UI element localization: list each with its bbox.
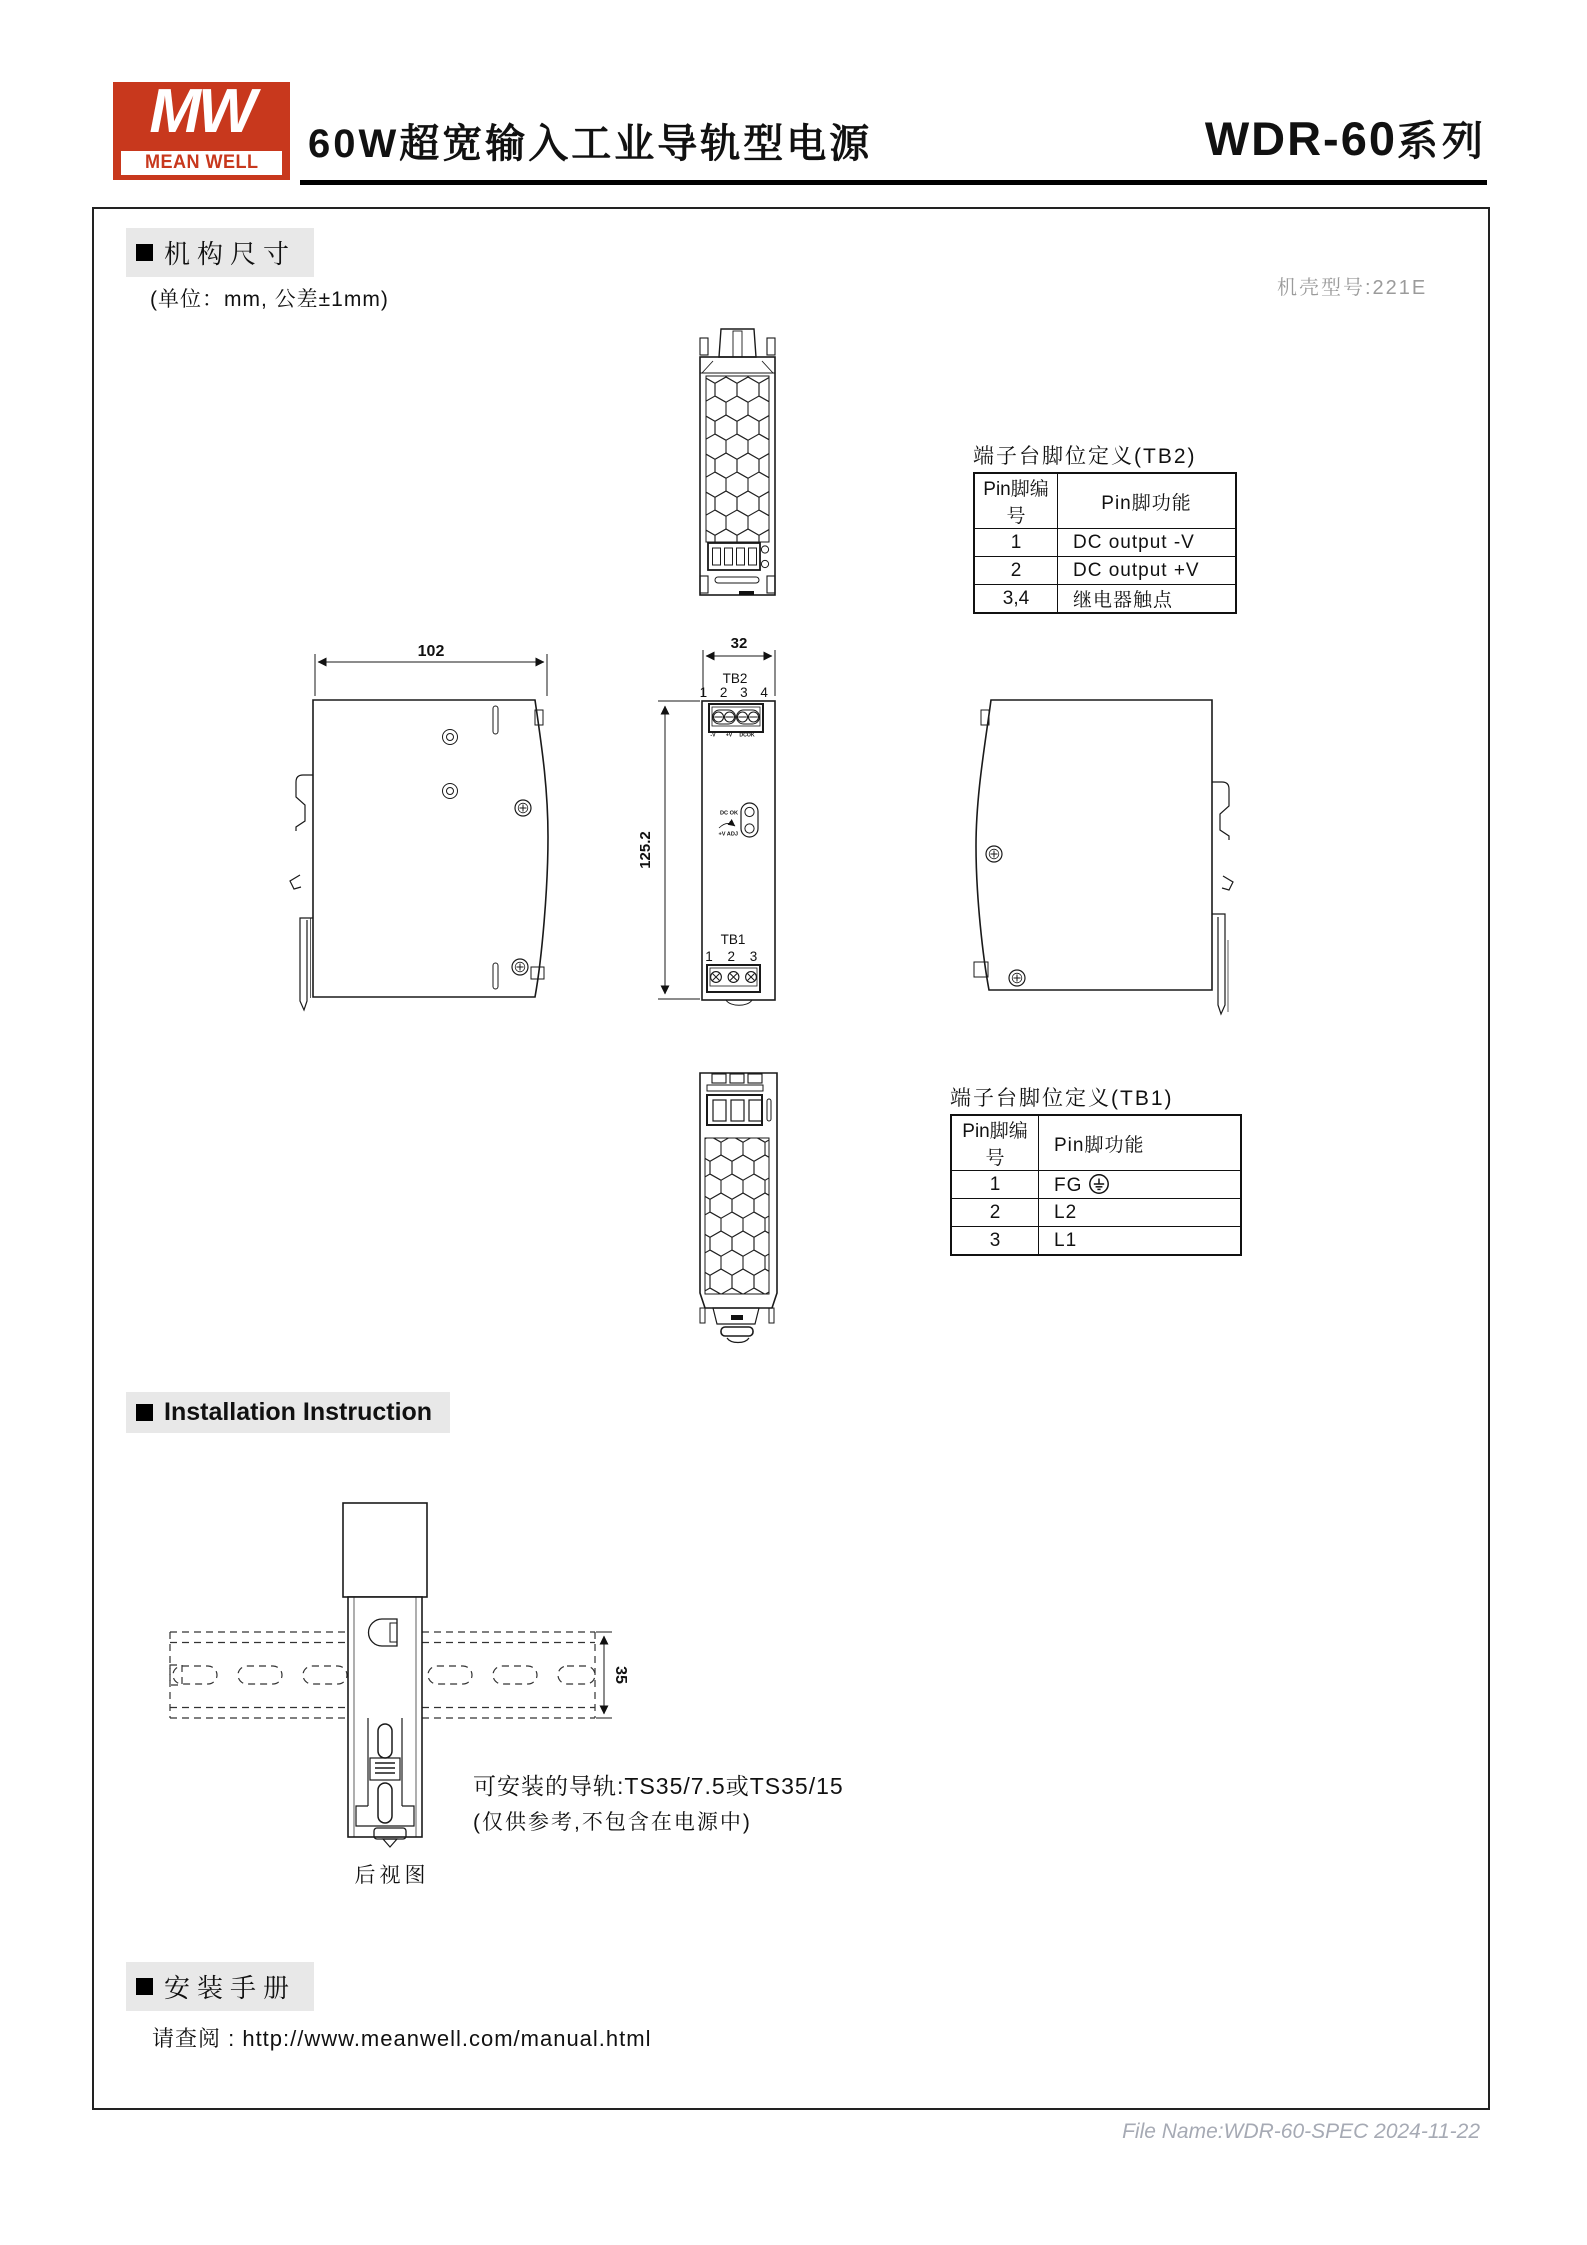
tb2-func-2: DC output +V xyxy=(1058,557,1237,585)
series-title xyxy=(1205,108,1487,167)
tb1-table-title: 端子台脚位定义(TB1) xyxy=(950,1087,1174,1110)
series-suffix: 系列 xyxy=(1397,118,1487,164)
logo-monogram: MW xyxy=(149,77,254,146)
meanwell-logo xyxy=(113,77,290,180)
tb2-header-pin: Pin脚编号 xyxy=(974,473,1058,529)
dcok-label: DCOK xyxy=(739,732,755,739)
logo-brand-text: MEAN WELL xyxy=(144,152,259,173)
tb1-pin-3: 3 xyxy=(951,1227,1039,1256)
tb1-pin-numbers: 1 2 3 xyxy=(705,949,763,964)
tb1-header-func: Pin脚功能 xyxy=(1039,1115,1242,1171)
tb2-func-34: 继电器触点 xyxy=(1058,585,1237,614)
rail-note-line1: 可安装的导轨:TS35/7.5或TS35/15 xyxy=(473,1773,844,1799)
right-side-view-drawing xyxy=(960,660,1280,1025)
table-row xyxy=(974,529,1236,557)
table-row xyxy=(974,585,1236,614)
tb2-pin-2: 2 xyxy=(974,557,1058,585)
tb1-label: TB1 xyxy=(720,932,746,947)
tb1-pin-2: 2 xyxy=(951,1199,1039,1227)
section-bullet-icon xyxy=(136,1404,153,1421)
tb1-func-3: L1 xyxy=(1039,1227,1242,1256)
section-label: 机构尺寸 xyxy=(164,239,297,269)
front-width-dimension: 32 xyxy=(730,635,748,652)
case-type-note: 机壳型号:221E xyxy=(1277,277,1428,299)
table-header-row xyxy=(951,1115,1241,1171)
dc-ok-led-label: DC OK xyxy=(719,810,738,817)
manual-url-text: 请查阅 : http://www.meanwell.com/manual.html xyxy=(152,2026,652,2051)
table-header-row xyxy=(974,473,1236,529)
neg-v-label: -V xyxy=(710,732,716,739)
v-adj-label: +V ADJ xyxy=(718,831,738,838)
bottom-view-drawing xyxy=(655,1060,820,1355)
tb2-header-func: Pin脚功能 xyxy=(1058,473,1237,529)
table-row xyxy=(951,1227,1241,1256)
section-label: Installation Instruction xyxy=(164,1398,433,1426)
rail-note-line2: (仅供参考,不包含在电源中) xyxy=(473,1811,752,1834)
front-height-dimension: 125.2 xyxy=(637,831,654,869)
file-info: File Name:WDR-60-SPEC 2024-11-22 xyxy=(1122,2120,1480,2143)
section-installation-manual xyxy=(126,1962,314,2011)
tb2-pin-1: 1 xyxy=(974,529,1058,557)
tb2-table-title: 端子台脚位定义(TB2) xyxy=(973,445,1197,468)
ground-icon xyxy=(1088,1173,1110,1195)
tb1-header-pin: Pin脚编号 xyxy=(951,1115,1039,1171)
page-title: 60W超宽输入工业导轨型电源 xyxy=(308,122,873,166)
tb2-func-1: DC output -V xyxy=(1058,529,1237,557)
front-view-drawing xyxy=(630,630,810,1040)
tb1-pin-table xyxy=(950,1114,1242,1256)
logo-brand-strip xyxy=(121,151,282,175)
rear-view-label: 后视图 xyxy=(354,1864,430,1887)
tb2-label: TB2 xyxy=(722,671,748,686)
tb2-pin-numbers: 1 2 3 4 xyxy=(699,685,773,700)
header-divider xyxy=(300,180,1487,185)
tb1-func-2: L2 xyxy=(1039,1199,1242,1227)
section-label: 安装手册 xyxy=(164,1973,297,2003)
table-row xyxy=(951,1171,1241,1199)
series-name: WDR-60 xyxy=(1204,112,1397,165)
tb2-pin-table xyxy=(973,472,1237,614)
top-view-drawing xyxy=(660,320,790,610)
pos-v-label: +V xyxy=(725,732,733,739)
left-side-view-drawing xyxy=(280,630,590,1040)
section-installation-instruction xyxy=(126,1392,450,1433)
tb2-pin-34: 3,4 xyxy=(974,585,1058,614)
rail-height-dimension: 35 xyxy=(612,1666,629,1684)
tb1-func-1: FG xyxy=(1039,1171,1242,1199)
section-bullet-icon xyxy=(136,1978,153,1995)
unit-note: (单位：mm, 公差±1mm) xyxy=(150,288,389,311)
table-row xyxy=(974,557,1236,585)
section-mechanical-dimensions xyxy=(126,228,314,277)
section-bullet-icon xyxy=(136,244,153,261)
tb1-pin-1: 1 xyxy=(951,1171,1039,1199)
side-width-dimension: 102 xyxy=(417,643,445,660)
table-row xyxy=(951,1199,1241,1227)
